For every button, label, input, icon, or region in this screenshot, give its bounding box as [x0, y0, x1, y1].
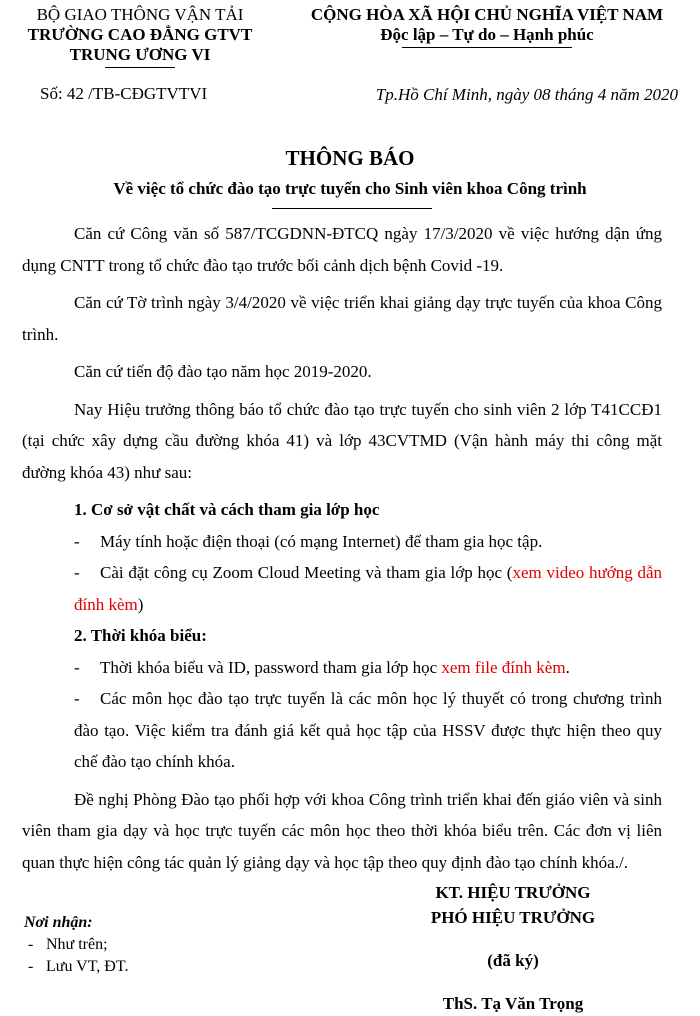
attached-file-link[interactable]: xem file đính kèm: [441, 657, 566, 677]
title-divider: [272, 208, 432, 209]
recipient-item: [24, 956, 128, 978]
dash-bullet: -: [74, 563, 80, 582]
paragraph-request: Đề nghị Phòng Đào tạo phối hợp với khoa Công trình triển khai đến giáo viên và sinh viên tham gia dạy và học trực tuyến các môn học theo thời khóa biểu trên. Các đơn vị liên quan thực hiện công tác quản lý giảng dạy và học tập theo quy định đào tạo chính khóa./.: [22, 789, 662, 872]
dash-bullet: -: [28, 958, 34, 975]
document-title: THÔNG BÁO: [285, 146, 415, 170]
section-2-item-1: [22, 652, 662, 684]
school-name-line2: TRUNG ƯƠNG VI: [69, 45, 211, 64]
section-2-item-2-text: Các môn học đào tạo trực tuyến là các môn học lý thuyết có trong chương trình đào tạo. Việc kiểm tra đánh giá kết quả học tập của HSSV được thực hiện theo quy chế đào tạo chính khóa.: [74, 689, 662, 771]
document-date: Tp.Hồ Chí Minh, ngày 08 tháng 4 năm 2020: [375, 85, 678, 104]
signature-block: [388, 880, 638, 1016]
video-guide-link[interactable]: xem video hướng dẫn đính kèm: [74, 563, 662, 614]
national-motto: Độc lập – Tự do – Hạnh phúc: [380, 25, 594, 44]
section-1-item-2: [22, 557, 662, 620]
dash-bullet: -: [28, 936, 34, 953]
section-1-item-2-text: Cài đặt công cụ Zoom Cloud Meeting và tham gia lớp học (: [100, 563, 513, 582]
section-1-item-1: [22, 526, 662, 558]
nation-name: CỘNG HÒA XÃ HỘI CHỦ NGHĨA VIỆT NAM: [310, 5, 664, 24]
signature-title-2: PHÓ HIỆU TRƯỞNG: [430, 908, 596, 927]
recipient-item: [24, 934, 128, 956]
section-1-item-2-end: ): [137, 594, 144, 614]
paragraph-basis-2: Căn cứ Tờ trình ngày 3/4/2020 về việc triển khai giảng dạy trực tuyến của khoa Công trình.: [22, 293, 662, 344]
document-body: [22, 218, 662, 884]
recipient-item-text: Như trên;: [46, 936, 108, 953]
section-2-heading: 2. Thời khóa biểu:: [74, 626, 207, 645]
section-1-item-1-text: Máy tính hoặc điện thoại (có mạng Internet) để tham gia học tập.: [100, 531, 543, 551]
header-divider-left: [105, 67, 175, 68]
dash-bullet: -: [74, 531, 80, 551]
section-2-item-1-text: Thời khóa biểu và ID, password tham gia lớp học: [100, 657, 442, 677]
dash-bullet: -: [74, 657, 80, 677]
paragraph-basis-1: Căn cứ Công văn số 587/TCGDNN-ĐTCQ ngày 17/3/2020 về việc hướng dận ứng dụng CNTT trong tổ chức đào tạo trước bối cảnh dịch bệnh Covid -19.: [22, 224, 662, 275]
dash-bullet: -: [74, 689, 80, 708]
paragraph-announcement: Nay Hiệu trưởng thông báo tổ chức đào tạo trực tuyến cho sinh viên 2 lớp T41CCĐ1 (tại chức xây dựng cầu đường khóa 41) và lớp 43CVTMD (Vận hành máy thi công mặt đường khóa 43) như sau:: [22, 399, 662, 482]
document-subtitle: Về việc tổ chức đào tạo trực tuyến cho Sinh viên khoa Công trình: [113, 179, 587, 198]
section-1-heading: 1. Cơ sở vật chất và cách tham gia lớp học: [74, 500, 380, 519]
signer-name: ThS. Tạ Văn Trọng: [442, 994, 584, 1013]
ministry-name: BỘ GIAO THÔNG VẬN TẢI: [36, 5, 244, 24]
issuer-header: [10, 5, 270, 68]
header-divider-right: [402, 47, 572, 48]
paragraph-basis-3: Căn cứ tiến độ đào tạo năm học 2019-2020.: [74, 362, 372, 381]
recipients-label: Nơi nhận:: [24, 914, 93, 931]
recipient-item-text: Lưu VT, ĐT.: [46, 958, 129, 975]
document-number: Số: 42 /TB-CĐGTVTVI: [40, 84, 208, 103]
section-2-item-1-end: .: [565, 657, 570, 677]
signed-note: (đã ký): [487, 951, 539, 970]
section-2-item-2: [22, 683, 662, 778]
recipients-block: [24, 912, 128, 978]
school-name-line1: TRƯỜNG CAO ĐẲNG GTVT: [27, 25, 253, 44]
national-header: [282, 5, 692, 48]
signature-title-1: KT. HIỆU TRƯỞNG: [435, 883, 591, 902]
